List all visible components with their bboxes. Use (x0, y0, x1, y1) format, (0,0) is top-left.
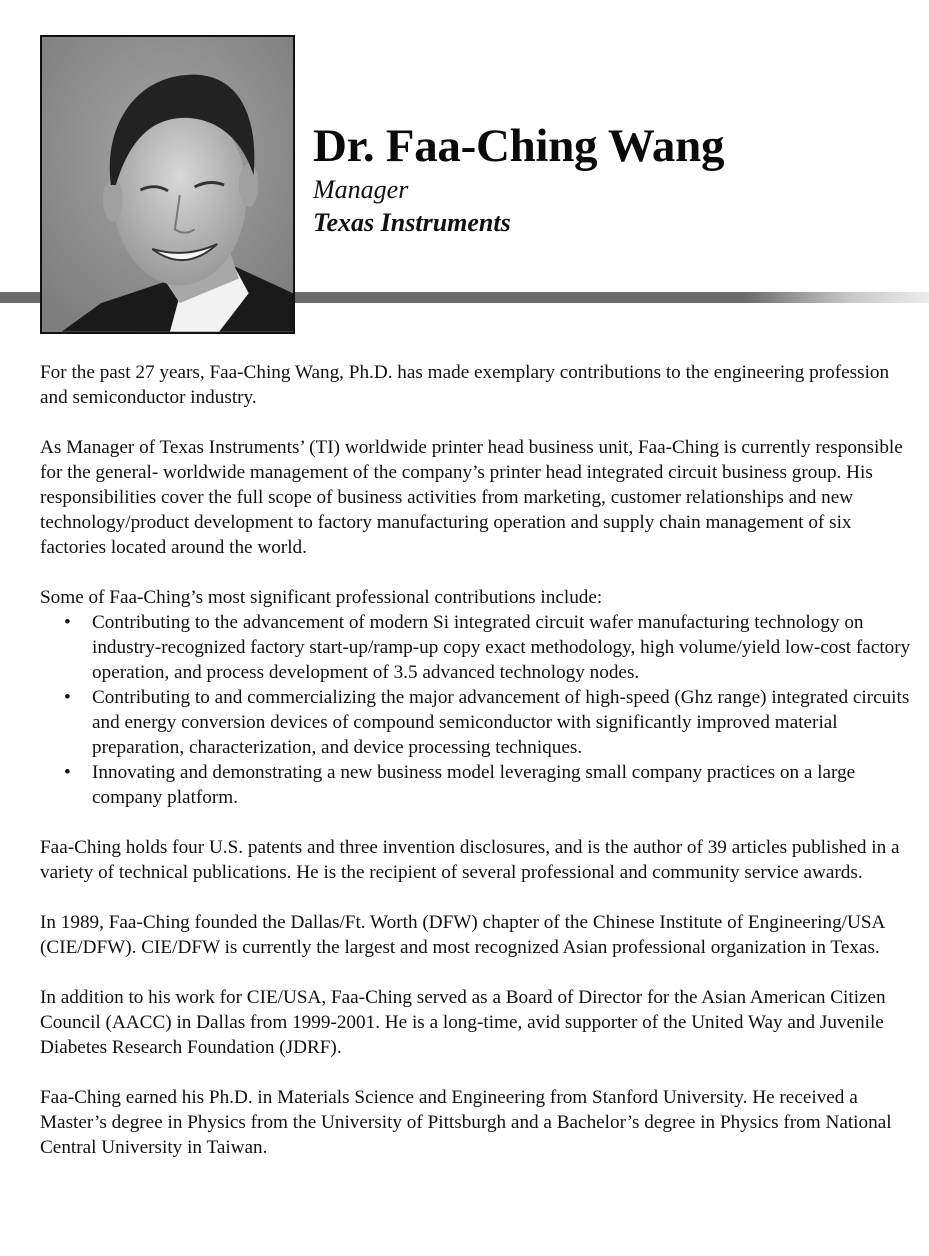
list-item-text: Contributing to the advancement of modern Si integrated circuit wafer manufacturing technology on industry-recognized factory start-up/ramp-up copy exact methodology, high volume/yield low-cost factory operation, and process development of 3.5 advanced technology nodes. (92, 612, 911, 683)
bio-paragraph: Faa-Ching holds four U.S. patents and three invention disclosures, and is the author of 39 articles published in a variety of technical publications. He is the recipient of several professional and community service awards. (40, 837, 900, 883)
profile-header (313, 118, 724, 240)
portrait-icon (42, 37, 293, 332)
portrait-photo (40, 35, 295, 334)
list-item (64, 610, 920, 685)
bullet-icon: • (64, 762, 71, 783)
list-item (64, 760, 920, 810)
list-item-text: Innovating and demonstrating a new business model leveraging small company practices on a large company platform. (92, 762, 856, 808)
bullet-icon: • (64, 687, 71, 708)
bio-paragraph: Faa-Ching earned his Ph.D. in Materials Science and Engineering from Stanford University. He received a Master’s degree in Physics from the University of Pittsburgh and a Bachelor’s degree in Physics from National Central University in Taiwan. (40, 1087, 892, 1158)
bullet-icon: • (64, 612, 71, 633)
person-name: Dr. Faa-Ching Wang (313, 120, 725, 172)
bio-paragraph: For the past 27 years, Faa-Ching Wang, Ph.D. has made exemplary contributions to the engineering profession and semiconductor industry. (40, 362, 890, 408)
contributions-intro: Some of Faa-Ching’s most significant professional contributions include: (40, 587, 603, 608)
company-name: Texas Instruments (313, 208, 511, 237)
contributions-list (40, 610, 920, 810)
job-title: Manager (313, 175, 409, 204)
biography (40, 360, 920, 1185)
list-item-text: Contributing to and commercializing the major advancement of high-speed (Ghz range) integrated circuits and energy conversion devices of compound semiconductor with significantly improved material preparation, characterization, and device processing techniques. (92, 687, 910, 758)
bio-paragraph: As Manager of Texas Instruments’ (TI) worldwide printer head business unit, Faa-Ching is currently responsible for the general- worldwide management of the company’s printer head integrated circuit business group. His responsibilities cover the full scope of business activities from marketing, customer relationships and new technology/product development to factory manufacturing operation and supply chain management of six factories located around the world. (40, 437, 903, 558)
list-item (64, 685, 920, 760)
bio-paragraph: In 1989, Faa-Ching founded the Dallas/Ft. Worth (DFW) chapter of the Chinese Institute of Engineering/USA (CIE/DFW). CIE/DFW is currently the largest and most recognized Asian professional organization in Texas. (40, 912, 885, 958)
bio-paragraph: In addition to his work for CIE/USA, Faa-Ching served as a Board of Director for the Asian American Citizen Council (AACC) in Dallas from 1999-2001. He is a long-time, avid supporter of the United Way and Juvenile Diabetes Research Foundation (JDRF). (40, 987, 886, 1058)
